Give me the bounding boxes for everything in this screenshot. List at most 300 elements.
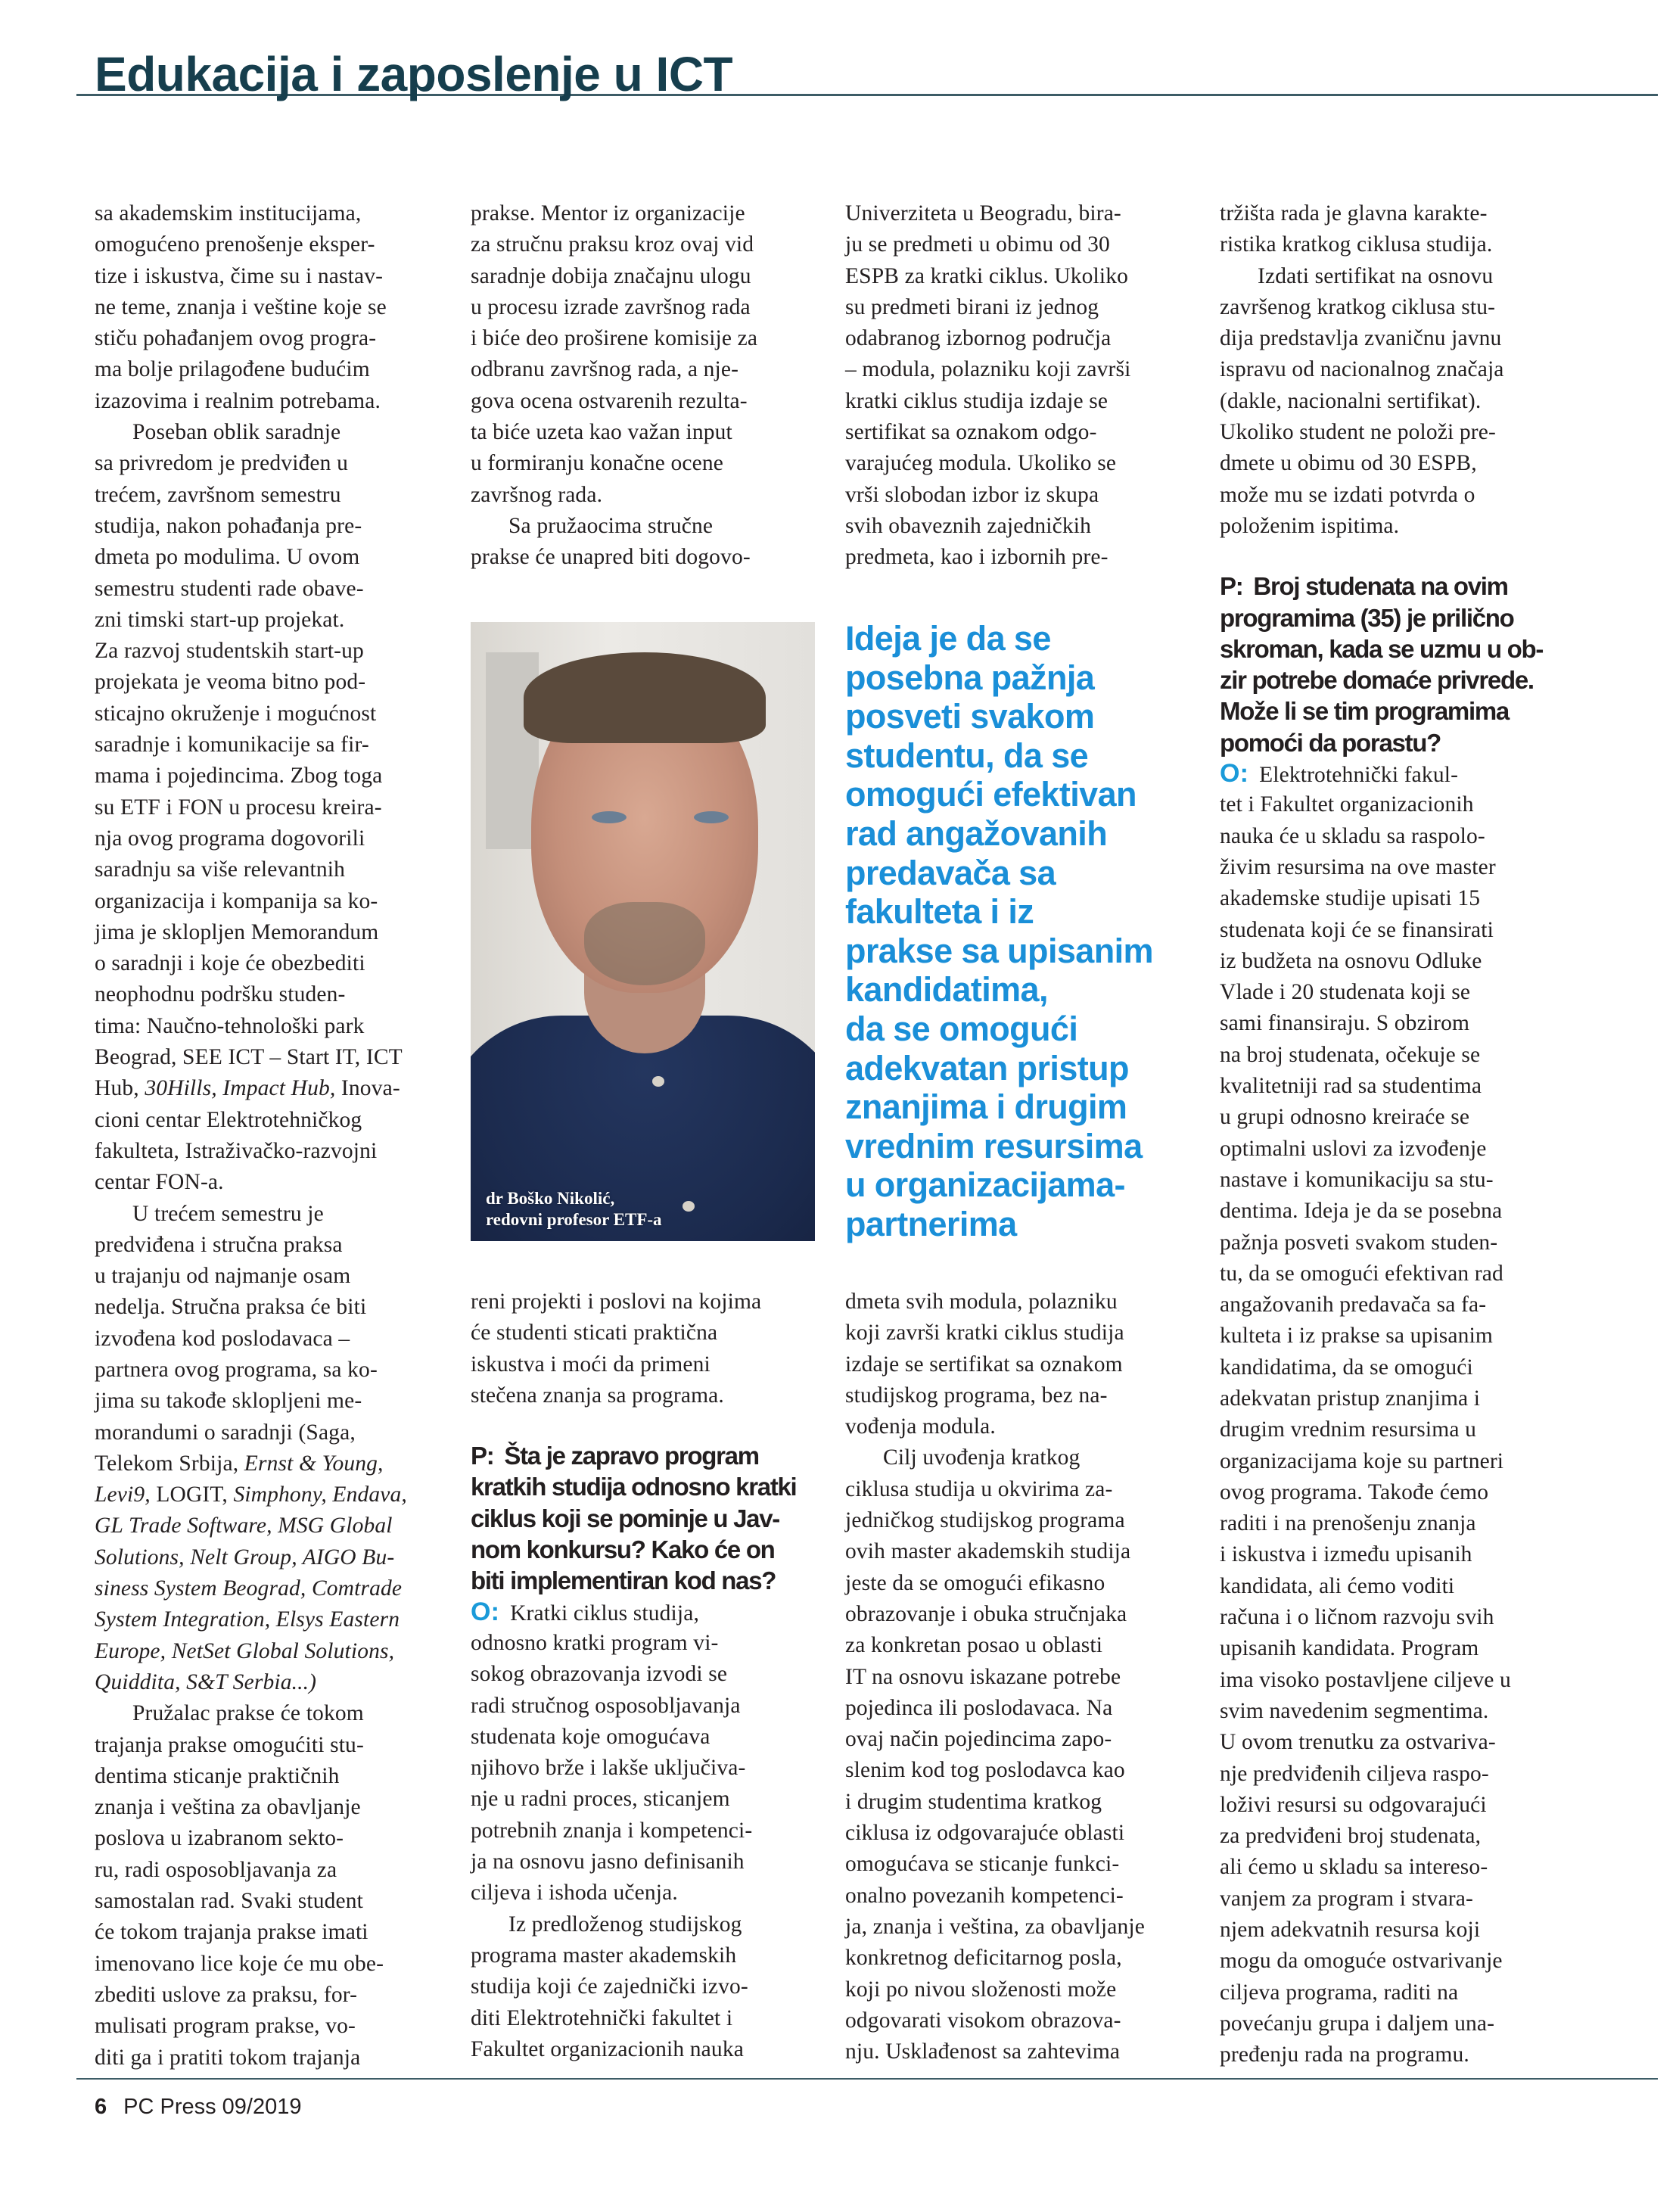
text: poslova u izabranom sekto- [95, 1826, 344, 1851]
question-text: zir potrebe domaće privrede. [1220, 666, 1534, 695]
text-line [1220, 1852, 1575, 1883]
question-line [471, 1534, 826, 1565]
pull-quote [845, 619, 1208, 1244]
text: omogućava se sticanje funkci- [845, 1852, 1120, 1877]
text-line [471, 1691, 826, 1722]
question-text: Šta je zapravo program [504, 1442, 759, 1470]
text: izdaje se sertifikat sa oznakom [845, 1352, 1123, 1377]
text-line [1220, 229, 1575, 260]
text-line [845, 1442, 1201, 1473]
text: nju. Usklađenost sa zahtevima [845, 2039, 1121, 2064]
text-line [845, 1881, 1201, 1912]
text: fakulteta, Istraživačko-razvojni [95, 1138, 378, 1163]
text: drugim vrednim resursima u [1220, 1417, 1476, 1442]
text-line [95, 1324, 450, 1355]
text: dentima. Ideja je da se posebna [1220, 1199, 1503, 1224]
photo-eye [592, 811, 627, 823]
text: ristika kratkog ciklusa studija. [1220, 232, 1493, 257]
spacer [1220, 542, 1575, 571]
text-line [845, 1662, 1201, 1693]
text-line [1220, 323, 1575, 354]
question-text: kratkih studija odnosno kratki [471, 1473, 797, 1501]
text-line [1220, 1134, 1575, 1165]
text: i iskustva i između upisanih [1220, 1542, 1472, 1567]
text: U ovom trenutku za ostvariva- [1220, 1730, 1496, 1755]
text-line [95, 1792, 450, 1823]
text: tize i iskustva, čime su i nastav- [95, 263, 384, 288]
column-1 [95, 198, 450, 2074]
text: mulisati program prakse, vo- [95, 2014, 356, 2039]
text: nastave i komunikaciju sa stu- [1220, 1167, 1494, 1192]
text-line [1220, 1446, 1575, 1477]
text: kratki ciklus studija izdaje se [845, 388, 1109, 413]
text-line [1220, 448, 1575, 479]
text-line [95, 1230, 450, 1261]
text: Elektrotehnički fakul- [1259, 763, 1459, 788]
pull-quote-line: predavača sa [845, 853, 1056, 892]
text-line [1220, 1071, 1575, 1102]
text: vođenja modula. [845, 1414, 996, 1439]
text-line [95, 480, 450, 511]
text-line [95, 886, 450, 917]
text-line [95, 417, 450, 448]
text: za predviđeni broj studenata, [1220, 1824, 1482, 1849]
text-line [471, 229, 826, 260]
text-line [1220, 1165, 1575, 1196]
pull-quote-line: rad angažovanih [845, 814, 1108, 853]
text-line [845, 1693, 1201, 1724]
text: sa privredom je predviđen u [95, 451, 349, 476]
text-line [471, 1722, 826, 1753]
text-line [845, 1349, 1201, 1380]
text: Univerziteta u Beogradu, bira- [845, 201, 1121, 226]
text: živim resursima na ove master [1220, 854, 1496, 879]
text-line [95, 605, 450, 636]
text: predmeta, kao i izbornih pre- [845, 545, 1109, 570]
text: ja na osnovu jasno definisanih [471, 1850, 745, 1874]
caption-title: redovni profesor ETF-a [486, 1210, 662, 1229]
text: iskustva i moći da primeni [471, 1352, 711, 1377]
text: programa master akademskih [471, 1943, 737, 1968]
text: U trećem semestru je [132, 1201, 324, 1226]
text-line [95, 1386, 450, 1417]
text: dentima sticanje praktičnih [95, 1763, 340, 1788]
text: odabranog izbornog područja [845, 326, 1112, 351]
text: organizacijama koje su partneri [1220, 1448, 1504, 1473]
text-line [845, 1974, 1201, 2005]
question-text: biti implementiran kod nas? [471, 1566, 776, 1595]
text: nja ovog programa dogovorili [95, 826, 365, 851]
text: odnosno kratki program vi- [471, 1630, 719, 1655]
text-line [1220, 1790, 1575, 1821]
text-line [471, 2034, 826, 2065]
text: ma bolje prilagođene budućim [95, 357, 370, 382]
text-line [95, 823, 450, 854]
text: dmete u obimu od 30 ESPB, [1220, 451, 1477, 476]
text: jima je sklopljen Memorandum [95, 919, 379, 944]
text-line [1220, 1602, 1575, 1633]
text-line [95, 1261, 450, 1292]
text: ispravu od nacionalnog značaja [1220, 357, 1504, 382]
text: Poseban oblik saradnje [132, 420, 341, 445]
text: varajućeg modula. Ukoliko se [845, 451, 1117, 476]
text-line [95, 2011, 450, 2042]
text: loživi resursi su odgovarajući [1220, 1792, 1487, 1817]
text: Iz predloženog studijskog [508, 1912, 742, 1937]
text-line [95, 292, 450, 323]
text: potrebnih znanja i kompetenci- [471, 1818, 753, 1843]
text-line [95, 1730, 450, 1761]
text-line [95, 1167, 450, 1198]
text: adekvatan pristup znanjima i [1220, 1386, 1481, 1411]
text: ovih master akademskih studija [845, 1539, 1131, 1564]
text: koji po nivou složenosti može [845, 1977, 1117, 2002]
text-line [845, 1505, 1201, 1536]
text: tržišta rada je glavna karakte- [1220, 201, 1488, 226]
question-line [471, 1440, 826, 1471]
text-line [1220, 1759, 1575, 1790]
text-line [1220, 1040, 1575, 1071]
text: u trajanju od najmanje osam [95, 1264, 351, 1289]
text-line [95, 1917, 450, 1948]
question-line [471, 1471, 826, 1502]
text: projekata je veoma bitno pod- [95, 670, 366, 695]
text-line [1220, 386, 1575, 417]
text-line [95, 636, 450, 667]
text: Za razvoj studentskih start-up [95, 639, 364, 664]
text-line [95, 1042, 450, 1073]
text: diti ga i pratiti tokom trajanja [95, 2045, 361, 2070]
text: saradnje dobija značajnu ulogu [471, 263, 751, 288]
text-line [95, 386, 450, 417]
question-line [1220, 664, 1575, 695]
text: položenim ispitima. [1220, 513, 1400, 538]
photo-eye [694, 811, 729, 823]
text: završnog rada. [471, 482, 603, 507]
text-line [845, 1380, 1201, 1411]
text: neophodnu podršku studen- [95, 982, 346, 1007]
text-line [1220, 1477, 1575, 1508]
text: za stručnu praksu kroz ovaj vid [471, 232, 754, 257]
text: stečena znanja sa programa. [471, 1383, 724, 1408]
text-line [1220, 1665, 1575, 1696]
text-line [845, 292, 1201, 323]
text-line [95, 917, 450, 948]
text: Sa pružaocima stručne [508, 513, 714, 538]
text-line [95, 1573, 450, 1604]
text-segment: GL Trade Software, MSG Global [95, 1514, 393, 1538]
text-line [471, 261, 826, 292]
text-line [95, 1199, 450, 1230]
text: može mu se izdati potvrda o [1220, 482, 1475, 507]
text-line [95, 1479, 450, 1510]
text: dmeta svih modula, polazniku [845, 1290, 1118, 1314]
text-line [1220, 1008, 1575, 1039]
text-line [845, 1724, 1201, 1755]
text: Pružalac prakse će tokom [132, 1701, 364, 1726]
text: slenim kod tog poslodavca kao [845, 1758, 1125, 1783]
text-line [95, 1823, 450, 1854]
text-line [845, 542, 1201, 573]
text-line [845, 1474, 1201, 1505]
text-line [1220, 1571, 1575, 1602]
text-line [471, 1971, 826, 2002]
text: nje u radni proces, sticanjem [471, 1787, 730, 1812]
text-line [471, 292, 826, 323]
text: partnera ovog programa, sa ko- [95, 1357, 378, 1382]
text: kulteta i iz prakse sa upisanim [1220, 1324, 1494, 1349]
text-segment: 30Hills, Impact Hub, [145, 1076, 336, 1101]
text-line [95, 198, 450, 229]
text-line [95, 1855, 450, 1886]
text-line [845, 229, 1201, 260]
text-line [95, 1105, 450, 1136]
text-line [845, 511, 1201, 542]
spacer [471, 1411, 826, 1440]
text-line [1220, 1946, 1575, 1977]
caption-name: dr Boško Nikolić, [486, 1189, 615, 1208]
text-line [471, 2003, 826, 2034]
text-line [95, 2042, 450, 2074]
text-line [95, 1636, 450, 1667]
text-line [1220, 2039, 1575, 2070]
text: ovog programa. Takođe ćemo [1220, 1479, 1489, 1504]
footer [95, 2095, 302, 2120]
text: svim navedenim segmentima. [1220, 1698, 1489, 1723]
text: zni timski start-up projekat. [95, 607, 345, 632]
text-line [1220, 1196, 1575, 1227]
text-line [95, 1417, 450, 1448]
text-segment: siness System Beograd, Comtrade [95, 1576, 403, 1601]
text-line [95, 761, 450, 792]
text-line [95, 698, 450, 730]
text-line [95, 1292, 450, 1323]
text-line [1220, 292, 1575, 323]
text: sertifikat sa oznakom odgo- [845, 420, 1097, 445]
question-text: ciklus koji se pominje u Jav- [471, 1504, 779, 1532]
text-line [1220, 1508, 1575, 1539]
question-line [471, 1565, 826, 1596]
text: mama i pojedincima. Zbog toga [95, 764, 383, 789]
text: reni projekti i poslovi na kojima [471, 1290, 762, 1314]
section-title: Edukacija i zaposlenje u ICT [95, 47, 733, 101]
text: pažnja posveti svakom studen- [1220, 1230, 1498, 1255]
text-segment: Levi9, [95, 1482, 151, 1507]
text-line [95, 511, 450, 542]
text: radi stručnog osposobljavanja [471, 1693, 741, 1718]
question-text: programima (35) je prilično [1220, 603, 1514, 632]
text-segment: Telekom Srbija, [95, 1451, 244, 1476]
text: računa i o ličnom razvoju svih [1220, 1605, 1494, 1630]
text: sokog obrazovanja izvodi se [471, 1662, 728, 1687]
text-line [471, 1628, 826, 1659]
text-line [1220, 1227, 1575, 1258]
text-line [845, 2036, 1201, 2067]
text-line [471, 1597, 826, 1628]
text-line [95, 1761, 450, 1792]
answer-label: O: [471, 1597, 500, 1626]
text-line [845, 354, 1201, 385]
text: tet i Fakultet organizacionih [1220, 792, 1474, 817]
pull-quote-line: studentu, da se [845, 736, 1089, 775]
text-line [471, 542, 826, 573]
text-line [845, 1286, 1201, 1318]
text: izazovima i realnim potrebama. [95, 388, 381, 413]
text-line [471, 1380, 826, 1411]
column-2-bottom [471, 1286, 826, 2065]
text: Kratki ciklus studija, [510, 1601, 699, 1626]
text-line [95, 1604, 450, 1635]
text-segment: Europe, NetSet Global Solutions, [95, 1638, 395, 1663]
text: su ETF i FON u procesu kreira- [95, 795, 382, 820]
text-line [845, 1787, 1201, 1818]
text: ju se predmeti u obimu od 30 [845, 232, 1110, 257]
text: će studenti sticati praktična [471, 1321, 718, 1346]
text-line [95, 979, 450, 1010]
text: omogućeno prenošenje eksper- [95, 232, 375, 257]
pull-quote-line: da se omogući [845, 1009, 1078, 1048]
text-line [471, 511, 826, 542]
text: (dakle, nacionalni sertifikat). [1220, 388, 1482, 413]
text-line [95, 948, 450, 979]
text-segment: Simphony, Endava, [233, 1482, 407, 1507]
text-segment: Quiddita, S&T Serbia...) [95, 1669, 317, 1694]
photo-shirt-button [683, 1201, 695, 1212]
text: njihovo brže i lakše uključiva- [471, 1756, 746, 1781]
text: kvalitetniji rad sa studentima [1220, 1074, 1482, 1099]
text: diti Elektrotehnički fakultet i [471, 2005, 733, 2030]
text-line [1220, 1352, 1575, 1383]
text: studija koji će zajednički izvo- [471, 1974, 748, 1999]
text: Cilj uvođenja kratkog [883, 1445, 1081, 1470]
text-line [1220, 1884, 1575, 1915]
column-3-top [845, 198, 1201, 574]
portrait-photo [471, 622, 815, 1241]
question-line [1220, 695, 1575, 726]
text-line [95, 1886, 450, 1917]
text-line [1220, 1321, 1575, 1352]
text-line [845, 1536, 1201, 1567]
text-line [1220, 1258, 1575, 1290]
text: ciklusa iz odgovarajuće oblasti [845, 1821, 1125, 1846]
text-line [471, 386, 826, 417]
text-segment: Hub, [95, 1076, 145, 1101]
text: IT na osnovu iskazane potrebe [845, 1664, 1121, 1689]
text-line [1220, 821, 1575, 852]
question-text: Može li se tim programima [1220, 697, 1509, 726]
text-line [1220, 758, 1575, 789]
text-line [1220, 417, 1575, 448]
pull-quote-line: posveti svakom [845, 697, 1095, 736]
text: izvođena kod poslodavaca – [95, 1326, 350, 1351]
text-line [95, 1667, 450, 1698]
question-line [1220, 602, 1575, 633]
text: jima su takođe sklopljeni me- [95, 1389, 362, 1414]
question-label: P: [1220, 572, 1243, 601]
text: za konkretan posao u oblasti [845, 1633, 1103, 1658]
text: angažovanih predavača sa fa- [1220, 1293, 1487, 1318]
text: trećem, završnom semestru [95, 482, 341, 507]
text: vrši slobodan izbor iz skupa [845, 482, 1099, 507]
text: svih obaveznih zajedničkih [845, 513, 1092, 538]
text-line [95, 354, 450, 385]
text-line [95, 542, 450, 573]
text-line [95, 1136, 450, 1167]
text: studijskog programa, bez na- [845, 1383, 1108, 1408]
text: ta biće uzeta kao važan input [471, 420, 732, 445]
text-line [845, 1912, 1201, 1943]
text: na broj studenata, očekuje se [1220, 1042, 1481, 1067]
question-text: nom konkursu? Kako će on [471, 1535, 775, 1564]
text-line [845, 2005, 1201, 2036]
text: koji završi kratki ciklus studija [845, 1321, 1124, 1346]
text: stiču pohađanjem ovog progra- [95, 326, 377, 351]
text-line [1220, 261, 1575, 292]
text-segment: Ernst & Young, [244, 1451, 384, 1476]
pull-quote-line: prakse sa upisanim [845, 931, 1153, 970]
photo-shirt-button [652, 1076, 664, 1087]
text-line [845, 480, 1201, 511]
text-line [95, 1542, 450, 1573]
text: tu, da se omogući efektivan rad [1220, 1261, 1503, 1286]
column-2-top [471, 198, 826, 574]
text-line [471, 1846, 826, 1878]
text-line [845, 448, 1201, 479]
question-line [1220, 633, 1575, 664]
question-line [1220, 727, 1575, 758]
text-line [95, 792, 450, 823]
text: jedničkog studijskog programa [845, 1508, 1125, 1533]
text: će tokom trajanja prakse imati [95, 1920, 368, 1945]
text: ciklusa studija u okvirima za- [845, 1476, 1113, 1501]
text-line [471, 480, 826, 511]
text: odbranu završnog rada, a nje- [471, 357, 739, 382]
page-number: 6 [95, 2095, 107, 2119]
text: semestru studenti rade obave- [95, 576, 364, 601]
text-line [95, 323, 450, 354]
text: ali ćemo u skladu sa intereso- [1220, 1855, 1488, 1880]
text-line [95, 667, 450, 698]
text-line [845, 1411, 1201, 1442]
text: mogu da omoguće ostvarivanje [1220, 1949, 1503, 1974]
text-line [845, 1630, 1201, 1661]
text: saradnju sa više relevantnih [95, 857, 346, 882]
pull-quote-line: kandidatima, [845, 970, 1048, 1010]
text: nje predviđenih ciljeva raspo- [1220, 1761, 1489, 1786]
text-line [1220, 1696, 1575, 1727]
text-line [95, 229, 450, 260]
text: znanja i veština za obavljanje [95, 1795, 361, 1820]
text-line [1220, 1915, 1575, 1946]
text-line [95, 448, 450, 479]
text-line [95, 1949, 450, 1980]
text-line [95, 1011, 450, 1042]
text: kandidatima, da se omogući [1220, 1355, 1473, 1380]
text-line [845, 323, 1201, 354]
answer-label: O: [1220, 759, 1249, 789]
text: jeste da se omogući efikasno [845, 1570, 1105, 1595]
text-line [471, 1940, 826, 1971]
text: u formiranju konačne ocene [471, 451, 723, 476]
text-segment: Inova- [335, 1076, 400, 1101]
text-line [1220, 789, 1575, 820]
text-line [845, 386, 1201, 417]
text: prakse će unapred biti dogovo- [471, 545, 751, 570]
text-line [1220, 1383, 1575, 1414]
text: upisanih kandidata. Program [1220, 1636, 1479, 1661]
pull-quote-line: adekvatan pristup [845, 1048, 1129, 1087]
text: o saradnji i koje će obezbediti [95, 951, 365, 976]
